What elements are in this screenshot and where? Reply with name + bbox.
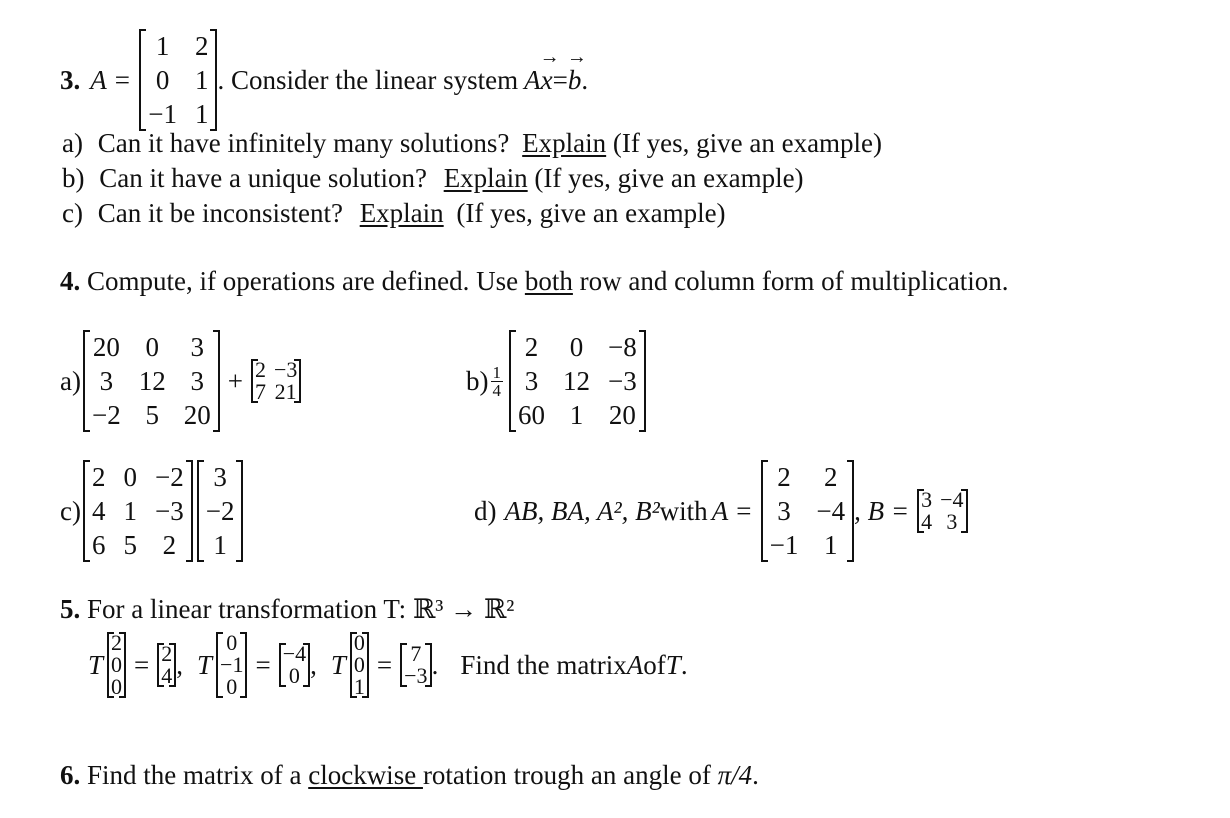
- input-vector-entry: 0: [353, 630, 365, 655]
- problem-3-statement: . Consider the linear system: [217, 64, 519, 95]
- output-vector-1: [157, 643, 176, 687]
- problem-4c: [60, 460, 243, 562]
- part-b-explain: Explain: [443, 163, 528, 193]
- matrix-4d-A-entry: 1: [824, 530, 838, 560]
- matrix-4c-left-row: [83, 494, 193, 528]
- part-a-label: a): [62, 128, 83, 158]
- matrix-4d-A-entry: 2: [777, 462, 791, 492]
- matrix-4b-row: [509, 398, 646, 432]
- matrix-4a-left-row: [83, 398, 220, 432]
- problem-6: [60, 760, 759, 791]
- matrix-4c-left-entry: 5: [123, 530, 137, 560]
- matrix-4b-entry: −8: [608, 332, 637, 362]
- input-vector-1: [107, 632, 126, 698]
- vector-4c-entry: −2: [205, 496, 235, 526]
- matrix-4c-left-entry: 1: [123, 496, 137, 526]
- matrix-A-entry: 0: [155, 65, 170, 95]
- problem-3-number: 3.: [60, 64, 81, 95]
- matrix-A-entry: 1: [155, 31, 170, 61]
- matrix-4a-left-entry: 3: [190, 366, 204, 396]
- matrix-4d-B-entry: 3: [946, 509, 958, 534]
- T-label-1: T: [88, 649, 104, 680]
- find-matrix-text: Find the matrix: [460, 649, 627, 680]
- problem-3-part-b: [62, 163, 804, 194]
- problem-6-prefix: Find the matrix of a: [87, 760, 309, 790]
- problem-5-number: 5.: [60, 594, 81, 624]
- matrix-4c-left-entry: 2: [91, 462, 106, 492]
- matrix-4d-A-row: [761, 494, 854, 528]
- matrix-4a-right-entry: 21: [274, 379, 297, 404]
- matrix-4a-left-entry: 5: [145, 400, 159, 430]
- problem-6-clockwise: clockwise: [308, 760, 423, 790]
- matrix-4b-entry: 12: [563, 366, 590, 396]
- output-vector-entry: 7: [410, 641, 422, 666]
- matrix-4a-left-entry: 20: [183, 400, 211, 430]
- matrix-4b-row: [509, 330, 646, 364]
- problem-6-angle: π/4: [717, 760, 753, 790]
- part-4b-label: b): [466, 365, 489, 396]
- system-equals: =: [552, 64, 568, 95]
- equals-1: =: [134, 649, 150, 680]
- matrix-4b-entry: 20: [608, 400, 636, 430]
- matrix-A-row: [139, 97, 217, 131]
- matrix-A-entry: −1: [148, 99, 177, 129]
- matrix-4a-right: [251, 359, 301, 403]
- vector-4c-entry: 3: [213, 462, 227, 492]
- output-vector-entry: −3: [404, 663, 428, 688]
- part-4c-label: c): [60, 495, 81, 526]
- matrix-4d-A-entry: −4: [816, 496, 846, 526]
- part-b-label: b): [62, 163, 85, 193]
- problem-4-both: both: [524, 266, 573, 296]
- problem-3-header: [60, 28, 588, 132]
- matrix-4c-left-entry: 6: [91, 530, 106, 560]
- problem-5-text: For a linear transformation T: ℝ³ → ℝ²: [87, 594, 515, 624]
- matrix-4c-left-entry: 2: [162, 530, 177, 560]
- input-vector-entry: 0: [226, 674, 238, 699]
- part-c-label: c): [62, 198, 83, 228]
- system-end: .: [581, 64, 589, 95]
- matrix-4c-left-entry: −3: [154, 496, 184, 526]
- problem-3-part-c: [62, 198, 726, 229]
- matrix-4c-left-entry: 0: [123, 462, 137, 492]
- system-b-vector: → b: [568, 65, 582, 96]
- comma-1: ,: [176, 649, 184, 680]
- problem-4a: [60, 330, 301, 432]
- vector-4c-right: [197, 460, 244, 562]
- find-matrix-A: A: [626, 649, 644, 680]
- matrix-4b-entry: 0: [569, 332, 584, 362]
- part-4d-label: d): [474, 495, 497, 526]
- problem-4d: [474, 460, 968, 562]
- problem-4b: [466, 330, 646, 432]
- output-vector-entry: 0: [288, 663, 300, 688]
- matrix-4a-left-entry: −2: [91, 400, 121, 430]
- output-vector-3: [400, 643, 431, 687]
- matrix-4b-entry: 2: [524, 332, 539, 362]
- output-vector-2: [279, 643, 310, 687]
- matrix-4a-right-entry: 2: [254, 357, 266, 382]
- part-a-tail: (If yes, give an example): [612, 128, 883, 158]
- problem-5-mappings: [88, 632, 688, 698]
- problem-4-text-suffix: row and column form of multiplication.: [572, 266, 1009, 296]
- comma-2: ,: [310, 649, 317, 680]
- input-vector-entry: 0: [111, 652, 123, 677]
- system-x-vector: → x: [541, 65, 553, 96]
- part-b-tail: (If yes, give an example): [534, 163, 804, 193]
- plus-operator: +: [227, 365, 243, 396]
- matrix-4d-A-entry: 2: [824, 462, 838, 492]
- period-5: .: [431, 649, 439, 680]
- matrix-4a-left-row: [83, 330, 220, 364]
- matrix-4c-left-entry: −2: [154, 462, 184, 492]
- matrix-A-entry: 2: [194, 31, 209, 61]
- part-a-explain: Explain: [522, 128, 607, 158]
- matrix-4a-right-entry: −3: [273, 357, 298, 382]
- matrix-A-entry: 1: [194, 65, 209, 95]
- equals-3: =: [376, 649, 393, 680]
- matrix-4d-B-entry: 3: [921, 487, 933, 512]
- system-A: A: [524, 64, 541, 95]
- matrix-4c-left: [83, 460, 193, 562]
- input-vector-entry: 2: [111, 630, 123, 655]
- part-4d-with: with: [659, 495, 708, 526]
- problem-3-lhs: A =: [90, 64, 132, 95]
- find-T: T: [665, 649, 681, 680]
- matrix-4b-row: [509, 364, 646, 398]
- problem-3-part-a: [62, 128, 882, 159]
- matrix-4a-left-entry: 3: [190, 332, 204, 362]
- part-b-text: Can it have a unique solution?: [99, 163, 427, 193]
- matrix-4c-left-row: [83, 528, 193, 562]
- part-c-tail: (If yes, give an example): [456, 198, 726, 228]
- matrix-4c-left-row: [83, 460, 193, 494]
- part-a-text: Can it have infinitely many solutions?: [97, 128, 510, 158]
- input-vector-entry: 1: [353, 674, 365, 699]
- problem-6-end: .: [752, 760, 759, 790]
- matrix-4a-left: [83, 330, 220, 432]
- matrix-4a-left-entry: 12: [138, 366, 166, 396]
- input-vector-2: [216, 632, 247, 698]
- part-4d-expression: AB, BA, A², B²: [504, 495, 660, 526]
- input-vector-entry: 0: [111, 674, 123, 699]
- matrix-4a-left-entry: 0: [145, 332, 159, 362]
- matrix-4b-entry: 60: [518, 400, 545, 430]
- matrix-4d-A-row: [761, 528, 854, 562]
- problem-6-number: 6.: [60, 760, 81, 790]
- problem-6-suffix: rotation trough an angle of: [422, 760, 718, 790]
- fraction-denominator: 4: [492, 380, 501, 400]
- matrix-4a-right-entry: 7: [254, 379, 266, 404]
- find-of: of: [643, 649, 666, 680]
- part-4d-A-label: A =: [711, 495, 753, 526]
- matrix-4a-left-row: [83, 364, 220, 398]
- matrix-4b-entry: −3: [608, 366, 637, 396]
- problem-4-header: [60, 266, 1009, 297]
- output-vector-entry: 2: [161, 641, 173, 666]
- matrix-4d-A: [761, 460, 854, 562]
- equals-2: =: [255, 649, 271, 680]
- matrix-A-3x2: [139, 29, 217, 131]
- input-vector-entry: −1: [220, 652, 244, 677]
- matrix-4d-A-entry: −1: [769, 530, 799, 560]
- output-vector-entry: 4: [161, 663, 173, 688]
- matrix-4b: [509, 330, 646, 432]
- part-4d-B-label: , B =: [854, 495, 910, 526]
- input-vector-entry: 0: [226, 630, 238, 655]
- T-label-2: T: [197, 649, 213, 680]
- matrix-A-entry: 1: [194, 99, 209, 129]
- input-vector-entry: 0: [353, 652, 365, 677]
- part-c-explain: Explain: [359, 198, 444, 228]
- matrix-4d-A-entry: 3: [777, 496, 791, 526]
- problem-4-text-prefix: Compute, if operations are defined. Use: [87, 266, 525, 296]
- matrix-A-row: [139, 63, 217, 97]
- matrix-4b-entry: 3: [524, 366, 539, 396]
- matrix-4b-entry: 1: [569, 400, 584, 430]
- part-c-text: Can it be inconsistent?: [97, 198, 343, 228]
- problem-4-number: 4.: [60, 266, 81, 296]
- matrix-4c-left-entry: 4: [91, 496, 106, 526]
- matrix-4d-B-entry: −4: [940, 487, 964, 512]
- matrix-A-row: [139, 29, 217, 63]
- matrix-4a-left-entry: 3: [99, 366, 114, 396]
- part-4a-label: a): [60, 365, 81, 396]
- output-vector-entry: −4: [282, 641, 307, 666]
- matrix-4d-B: [917, 489, 967, 533]
- T-label-3: T: [330, 649, 346, 680]
- fraction-numerator: 1: [492, 362, 501, 382]
- fraction-one-quarter: [491, 364, 504, 399]
- matrix-4a-left-entry: 20: [92, 332, 120, 362]
- problem-5-header: [60, 594, 514, 625]
- matrix-4d-B-entry: 4: [921, 509, 933, 534]
- matrix-4d-A-row: [761, 460, 854, 494]
- input-vector-3: [350, 632, 369, 698]
- vector-4c-entry: 1: [213, 530, 227, 560]
- find-end: .: [680, 649, 688, 680]
